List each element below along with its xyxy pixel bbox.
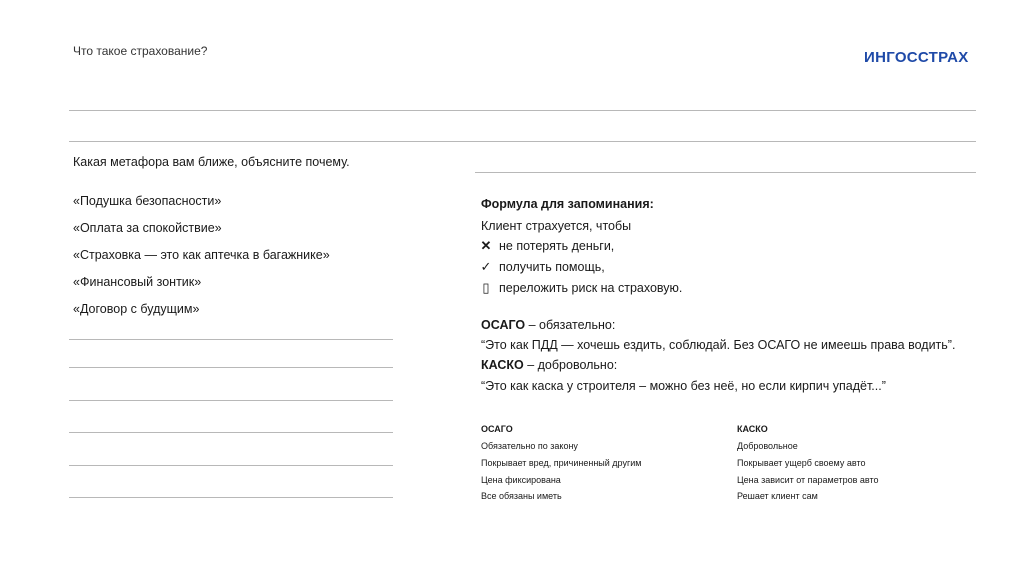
osago-cell: Цена фиксирована [481, 475, 561, 485]
kasko-cell: Добровольное [737, 441, 798, 451]
formula-item [479, 280, 682, 296]
answer-line [69, 339, 393, 340]
metaphor-item: «Оплата за спокойствие» [73, 221, 222, 235]
osago-line [481, 318, 615, 332]
metaphor-question: Какая метафора вам ближе, объясните почему. [73, 155, 350, 169]
kasko-cell: Решает клиент сам [737, 491, 818, 501]
osago-name: ОСАГО [481, 318, 526, 332]
answer-line [69, 497, 393, 498]
page-title: Что такое страхование? [73, 44, 208, 58]
osago-cell: Обязательно по закону [481, 441, 578, 451]
formula-item-text: переложить риск на страховую. [499, 281, 683, 295]
formula-item-text: получить помощь, [499, 260, 605, 274]
answer-line [475, 172, 976, 173]
answer-line [69, 367, 393, 368]
check-icon: ✓ [480, 259, 492, 274]
kasko-line [481, 358, 617, 372]
kasko-suffix: – добровольно: [523, 358, 618, 372]
kasko-cell: Цена зависит от параметров авто [737, 475, 879, 485]
osago-quote: “Это как ПДД — хочешь ездить, соблюдай. Без ОСАГО не имеешь права водить”. [481, 338, 956, 352]
metaphor-item: «Финансовый зонтик» [73, 275, 202, 289]
answer-line [69, 465, 393, 466]
formula-intro: Клиент страхуется, чтобы [481, 219, 632, 233]
answer-line [69, 400, 393, 401]
metaphor-item: «Подушка безопасности» [73, 194, 222, 208]
kasko-name: КАСКО [481, 358, 524, 372]
company-logo: ИНГОССТРАХ [864, 49, 969, 66]
answer-line [69, 110, 976, 111]
cross-icon: ✕ [480, 238, 492, 253]
osago-column-header: ОСАГО [481, 424, 513, 434]
kasko-column-header: КАСКО [737, 424, 768, 434]
formula-item-text: не потерять деньги, [499, 239, 615, 253]
box-icon: ▯ [482, 280, 490, 295]
answer-line [69, 141, 976, 142]
formula-item [479, 238, 614, 254]
formula-heading: Формула для запоминания: [481, 197, 654, 211]
osago-cell: Все обязаны иметь [481, 491, 562, 501]
osago-suffix: – обязательно: [525, 318, 616, 332]
metaphor-item: «Страховка — это как аптечка в багажнике» [73, 248, 330, 262]
kasko-cell: Покрывает ущерб своему авто [737, 458, 866, 468]
answer-line [69, 432, 393, 433]
kasko-quote: “Это как каска у строителя – можно без неё, но если кирпич упадёт...” [481, 379, 886, 393]
formula-item [479, 259, 605, 275]
osago-cell: Покрывает вред, причиненный другим [481, 458, 642, 468]
metaphor-item: «Договор с будущим» [73, 302, 200, 316]
